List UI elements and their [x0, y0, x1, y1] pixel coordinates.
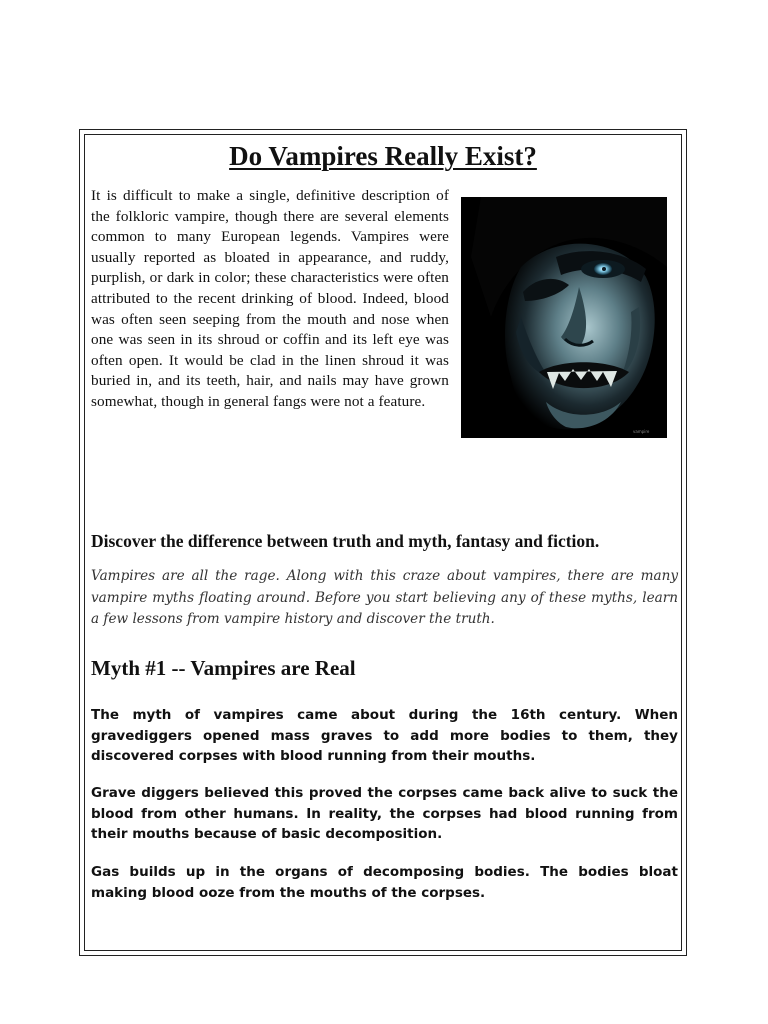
- italic-intro-paragraph: Vampires are all the rage. Along with this craze about vampires, there are many vampire myths floating around. Before you start believing any of these myths, learn a few lessons from vampire history and discover the truth.: [91, 568, 678, 627]
- section-subheading: Discover the difference between truth and myth, fantasy and fiction.: [91, 531, 600, 551]
- body-paragraph: Gas builds up in the organs of decomposing bodies. The bodies bloat making blood ooze from the mouths of the corpses.: [91, 864, 678, 901]
- vampire-face-image: [461, 197, 667, 438]
- myth-heading: Myth #1 -- Vampires are Real: [91, 656, 356, 680]
- body-paragraph: Grave diggers believed this proved the corpses came back alive to suck the blood from other humans. In reality, the corpses had blood running from their mouths because of basic decomposition.: [91, 785, 678, 842]
- body-paragraph: The myth of vampires came about during the 16th century. When gravediggers opened mass graves to add more bodies to them, they discovered corpses with blood running from their mouths.: [91, 707, 678, 764]
- document-title: Do Vampires Really Exist?: [229, 141, 537, 171]
- intro-paragraph: It is difficult to make a single, definitive description of the folkloric vampire, though there are several elements common to many European legends. Vampires were usually reported as bloated in appearance, and ruddy, purplish, or dark in color; these characteristics were often attributed to the recent drinking of blood. Indeed, blood was often seen seeping from the mouth and nose when one was seen in its shroud or coffin and its left eye was often open. It would be clad in the linen shroud it was buried in, and its teeth, hair, and nails may have grown somewhat, though in general fangs were not a feature.: [91, 187, 449, 410]
- svg-text:vampire: vampire: [633, 429, 650, 434]
